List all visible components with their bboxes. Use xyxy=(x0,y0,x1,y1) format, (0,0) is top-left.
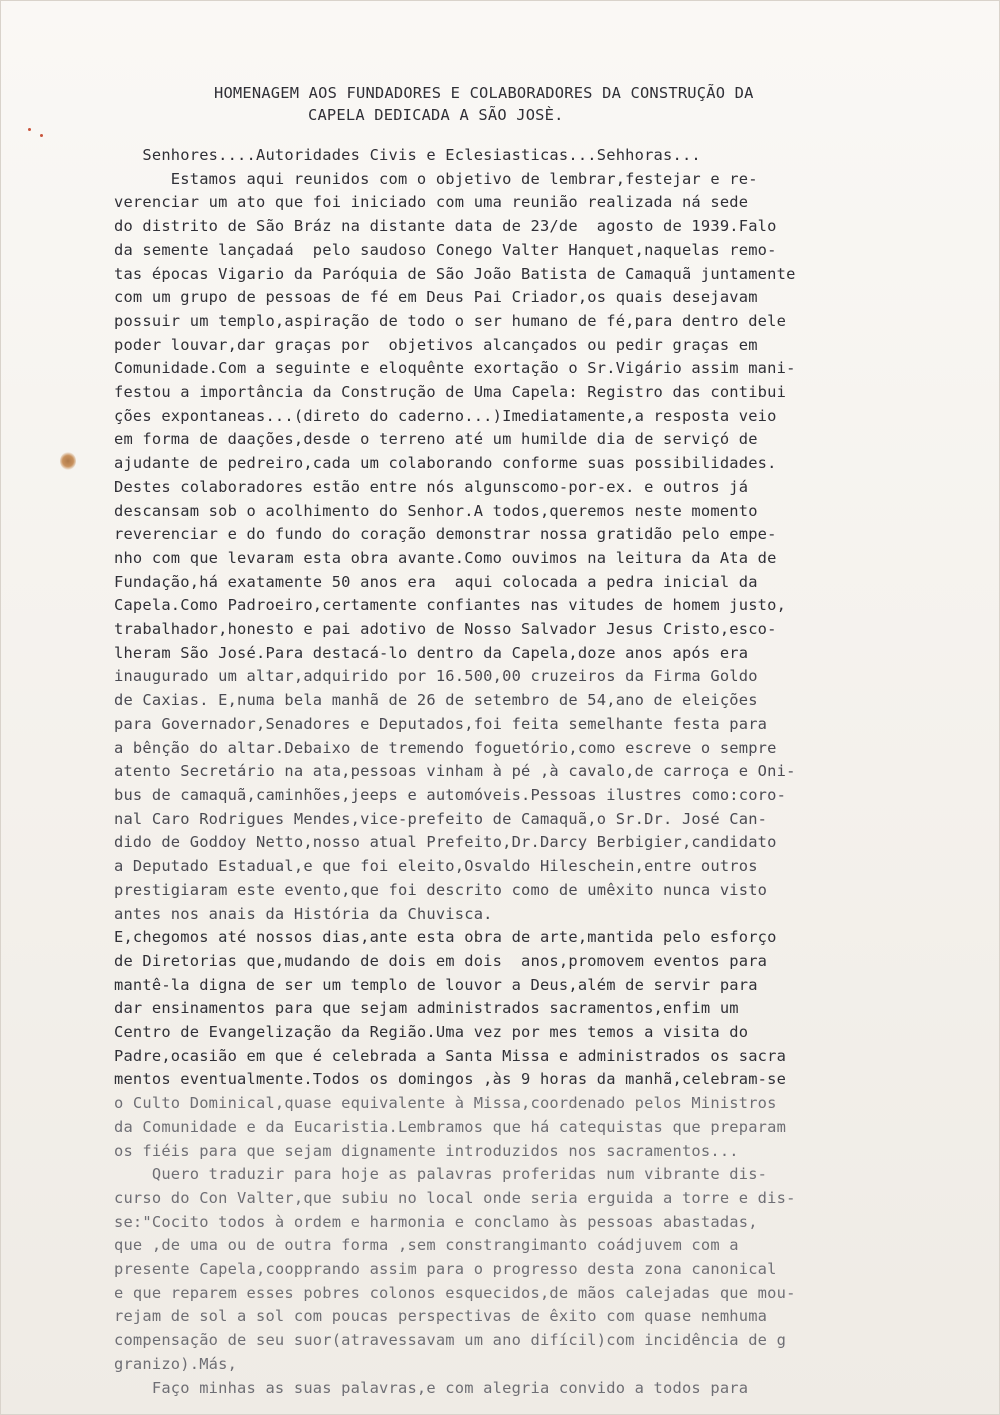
body-line: a Deputado Estadual,e que foi eleito,Osvaldo Hileschein,entre outros xyxy=(114,857,758,876)
title-line-2: CAPELA DEDICADA A SÃO JOSÈ. xyxy=(308,106,564,124)
body-line: de Caxias. E,numa bela manhã de 26 de setembro de 54,ano de eleições xyxy=(114,691,758,710)
body-line: o Culto Dominical,quase equivalente à Missa,coordenado pelos Ministros xyxy=(114,1094,777,1113)
body-line: Faço minhas as suas palavras,e com alegria convido a todos para xyxy=(114,1378,749,1397)
body-line: que ,de uma ou de outra forma ,sem constrangimanto coádjuvem com a xyxy=(114,1236,739,1255)
body-line: Fundação,há exatamente 50 anos era aqui colocada a pedra inicial da xyxy=(114,572,758,591)
body-line: rejam de sol a sol com poucas perspectivas de êxito com quase nemhuma xyxy=(114,1307,768,1326)
body-line: de Diretorias que,mudando de dois em dois anos,promovem eventos para xyxy=(114,951,768,970)
body-line: se:"Cocito todos à ordem e harmonia e conclamo às pessoas abastadas, xyxy=(114,1212,758,1231)
body-line: descansam sob o acolhimento do Senhor.A todos,queremos neste momento xyxy=(114,501,758,520)
body-line: Quero traduzir para hoje as palavras proferidas num vibrante dis- xyxy=(114,1165,768,1184)
body-line: a bênção do altar.Debaixo de tremendo foguetório,como escreve o sempre xyxy=(114,738,777,757)
body-line: trabalhador,honesto e pai adotivo de Nosso Salvador Jesus Cristo,esco- xyxy=(114,620,777,639)
body-line: granizo).Más, xyxy=(114,1354,238,1373)
body-line: da semente lançadaá pelo saudoso Conego Valter Hanquet,naquelas remo- xyxy=(114,240,777,259)
body-line: Estamos aqui reunidos com o objetivo de lembrar,festejar e re- xyxy=(114,169,758,188)
body-line: prestigiaram este evento,que foi descrito como de umêxito nunca visto xyxy=(114,880,768,899)
body-line: Capela.Como Padroeiro,certamente confiantes nas vitudes de homem justo, xyxy=(114,596,787,615)
body-line: atento Secretário na ata,pessoas vinham à pé ,à cavalo,de carroça e Oni- xyxy=(114,762,796,781)
body-line: e que reparem esses pobres colonos esquecidos,de mãos calejadas que mou- xyxy=(114,1283,796,1302)
body-line: em forma de daações,desde o terreno até um humilde dia de serviçó de xyxy=(114,430,758,449)
body-line: festou a importância da Construção de Uma Capela: Registro das contibui xyxy=(114,383,787,402)
body-line: antes nos anais da História da Chuvisca. xyxy=(114,904,493,923)
body-line: com um grupo de pessoas de fé em Deus Pai Criador,os quais desejavam xyxy=(114,288,758,307)
body-line: Centro de Evangelização da Região.Uma vez por mes temos a visita do xyxy=(114,1023,749,1042)
body-line: da Comunidade e da Eucaristia.Lembramos que há catequistas que preparam xyxy=(114,1117,787,1136)
body-line: Senhores....Autoridades Civis e Eclesiasticas...Sehhoras... xyxy=(114,146,701,164)
body-line: compensação de seu suor(atravessavam um ano difícil)com incidência de g xyxy=(114,1331,787,1350)
stain-mark xyxy=(60,452,76,470)
body-line: poder louvar,dar graças por objetivos alcançados ou pedir graças em xyxy=(114,335,758,354)
body-line: dar ensinamentos para que sejam administrados sacramentos,enfim um xyxy=(114,999,739,1018)
document-body xyxy=(114,144,994,1400)
body-line: para Governador,Senadores e Deputados,foi feita semelhante festa para xyxy=(114,714,768,733)
body-line: verenciar um ato que foi iniciado com uma reunião realizada ná sede xyxy=(114,193,749,212)
body-line: ções expontaneas...(direto do caderno...)Imediatamente,a resposta veio xyxy=(114,406,777,425)
body-line: Destes colaboradores estão entre nós algunscomo-por-ex. e outros já xyxy=(114,477,749,496)
body-line: nho com que levaram esta obra avante.Como ouvimos na leitura da Ata de xyxy=(114,548,777,567)
body-line: do distrito de São Bráz na distante data de 23/de agosto de 1939.Falo xyxy=(114,217,777,236)
body-line: inaugurado um altar,adquirido por 16.500,00 cruzeiros da Firma Goldo xyxy=(114,667,758,686)
ink-spot xyxy=(40,134,43,137)
body-line: possuir um templo,aspiração de todo o ser humano de fé,para dentro dele xyxy=(114,311,787,330)
body-line: bus de camaquã,caminhões,jeeps e automóveis.Pessoas ilustres como:coro- xyxy=(114,785,787,804)
body-line: curso do Con Valter,que subiu no local onde seria erguida a torre e dis- xyxy=(114,1188,796,1207)
body-line: Padre,ocasião em que é celebrada a Santa Missa e administrados os sacra xyxy=(114,1046,787,1065)
body-line: os fiéis para que sejam dignamente introduzidos nos sacramentos... xyxy=(114,1141,739,1160)
body-line: nal Caro Rodrigues Mendes,vice-prefeito de Camaquã,o Sr.Dr. José Can- xyxy=(114,809,768,828)
body-line: ajudante de pedreiro,cada um colaborando conforme suas possibilidades. xyxy=(114,454,777,473)
body-line: mantê-la digna de ser um templo de louvor a Deus,além de servir para xyxy=(114,975,758,994)
body-line: tas épocas Vigario da Paróquia de São João Batista de Camaquã juntamente xyxy=(114,264,796,283)
document-title xyxy=(214,82,754,126)
body-line: reverenciar e do fundo do coração demonstrar nossa gratidão pelo empe- xyxy=(114,525,777,544)
body-line: lheram São José.Para destacá-lo dentro da Capela,doze anos após era xyxy=(114,643,749,662)
body-line: mentos eventualmente.Todos os domingos ,às 9 horas da manhã,celebram-se xyxy=(114,1070,787,1089)
body-line: dido de Goddoy Netto,nosso atual Prefeito,Dr.Darcy Berbigier,candidato xyxy=(114,833,777,852)
title-line-1: HOMENAGEM AOS FUNDADORES E COLABORADORES DA CONSTRUÇÃO DA xyxy=(214,84,754,102)
body-line: E,chegomos até nossos dias,ante esta obra de arte,mantida pelo esforço xyxy=(114,928,777,947)
body-line: presente Capela,coopprando assim para o progresso desta zona canonical xyxy=(114,1260,777,1279)
body-line: Comunidade.Com a seguinte e eloquênte exortação o Sr.Vigário assim mani- xyxy=(114,359,796,378)
ink-spot xyxy=(28,128,31,131)
